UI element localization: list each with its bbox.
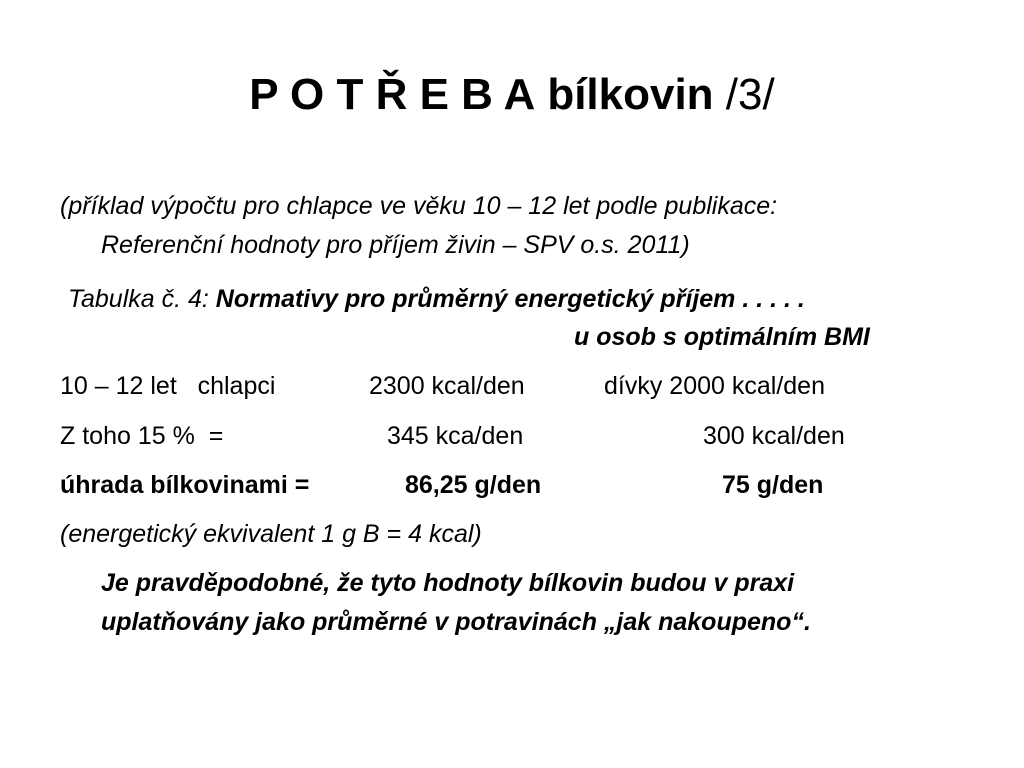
row-age-boys: 2300 kcal/den xyxy=(369,372,525,400)
source-note-line-2: Referenční hodnoty pro příjem živin – SPV o.s. 2011) xyxy=(101,231,690,259)
title-spaced: P O T Ř E B A xyxy=(249,70,536,119)
table-reference xyxy=(68,283,805,315)
row-share-label: Z toho 15 % = xyxy=(60,422,224,450)
row-share-girls: 300 kcal/den xyxy=(703,422,845,450)
row-share-boys: 345 kca/den xyxy=(387,422,524,450)
row-age-label: 10 – 12 let chlapci xyxy=(60,372,276,400)
row-protein-boys: 86,25 g/den xyxy=(405,471,542,499)
table-heading-line-2: u osob s optimálním BMI xyxy=(574,323,870,351)
conclusion-line-2: uplatňovány jako průměrné v potravinách „jak nakoupeno“. xyxy=(101,608,811,636)
table-reference-prefix: Tabulka č. 4: xyxy=(68,285,216,313)
table-heading-line-1: Normativy pro průměrný energetický příjem . . . . . xyxy=(215,285,805,313)
title-suffix: /3/ xyxy=(725,70,775,119)
row-protein-label: úhrada bílkovinami = xyxy=(60,471,310,499)
title-word: bílkovin xyxy=(547,70,714,119)
row-age-girls: dívky 2000 kcal/den xyxy=(604,372,825,400)
slide-title xyxy=(0,68,1024,122)
equivalent-note: (energetický ekvivalent 1 g B = 4 kcal) xyxy=(60,520,482,548)
row-protein-girls: 75 g/den xyxy=(722,471,824,499)
conclusion-line-1: Je pravděpodobné, že tyto hodnoty bílkovin budou v praxi xyxy=(101,569,795,597)
source-note-line-1: (příklad výpočtu pro chlapce ve věku 10 – 12 let podle publikace: xyxy=(60,192,778,220)
